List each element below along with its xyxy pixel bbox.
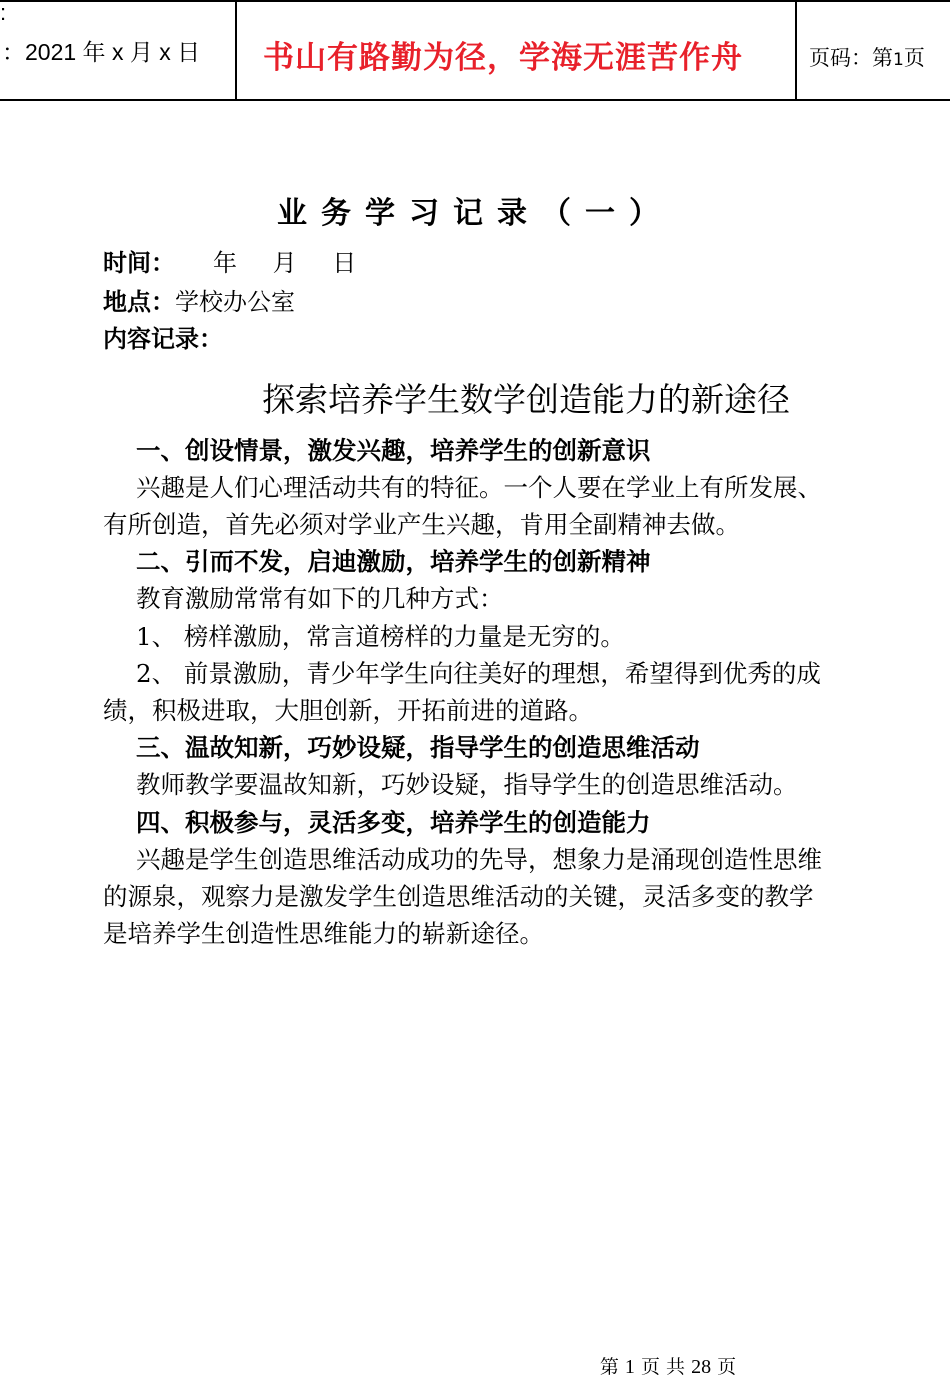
footer-prefix: 第 (599, 1356, 619, 1378)
list-item-2: 2、 前景激励，青少年学生向往美好的理想，希望得到优秀的成 (136, 659, 821, 688)
header-left-line1: : (0, 0, 7, 25)
paragraph-line: 是培养学生创造性思维能力的崭新途径。 (103, 919, 544, 948)
paragraph-line: 绩，积极进取，大胆创新，开拓前进的道路。 (103, 696, 593, 725)
footer-mid: 页 共 (640, 1356, 686, 1378)
header-page-cell (797, 2, 950, 99)
header-page-number (809, 42, 925, 72)
page-suffix: 页 (903, 46, 925, 70)
place-value: 学校办公室 (175, 288, 295, 316)
header-motto-cell (237, 2, 797, 99)
meta-time (103, 243, 370, 278)
time-value: 年 月 日 (213, 249, 371, 277)
header-table (0, 0, 950, 101)
page-footer (0, 1352, 950, 1379)
paragraph-line: 有所创造，首先必须对学业产生兴趣，肯用全副精神去做。 (103, 510, 740, 539)
footer-page-number: 1 (624, 1356, 635, 1378)
page-num: 1 (893, 50, 904, 70)
meta-place (103, 282, 295, 317)
list-item-1: 1、 榜样激励，常言道榜样的力量是无穷的。 (136, 622, 625, 651)
paragraph-line: 教师教学要温故知新，巧妙设疑，指导学生的创造思维活动。 (136, 770, 798, 799)
paragraph-line: 兴趣是学生创造思维活动成功的先导，想象力是涌现创造性思维 (136, 845, 822, 874)
section-heading-4: 四、积极参与，灵活多变，培养学生的创造能力 (136, 808, 651, 837)
header-date: ：2021 年 x 月 x 日 (2, 39, 201, 65)
header-date-cell (0, 2, 237, 99)
place-label: 地点： (103, 288, 175, 316)
paragraph-line: 教育激励常常有如下的几种方式： (136, 584, 504, 613)
footer-total-pages: 28 (691, 1356, 712, 1378)
section-heading-1: 一、创设情景，激发兴趣，培养学生的创新意识 (136, 436, 651, 465)
paragraph-line: 兴趣是人们心理活动共有的特征。一个人要在学业上有所发展、 (136, 473, 822, 502)
meta-content (103, 319, 223, 354)
footer-suffix: 页 (717, 1356, 737, 1378)
section-heading-3: 三、温故知新，巧妙设疑，指导学生的创造思维活动 (136, 733, 700, 762)
article-title: 探索培养学生数学创造能力的新途径 (262, 380, 790, 419)
time-label: 时间： (103, 249, 175, 277)
page-label: 页码：第 (809, 46, 893, 70)
paragraph-line: 的源泉，观察力是激发学生创造思维活动的关键，灵活多变的教学 (103, 882, 814, 911)
section-heading-2: 二、引而不发，启迪激励，培养学生的创新精神 (136, 547, 651, 576)
document-title: 业务学习记录（一） (277, 196, 673, 231)
content-label: 内容记录： (103, 325, 223, 353)
header-motto: 书山有路勤为径，学海无涯苦作舟 (263, 40, 743, 76)
